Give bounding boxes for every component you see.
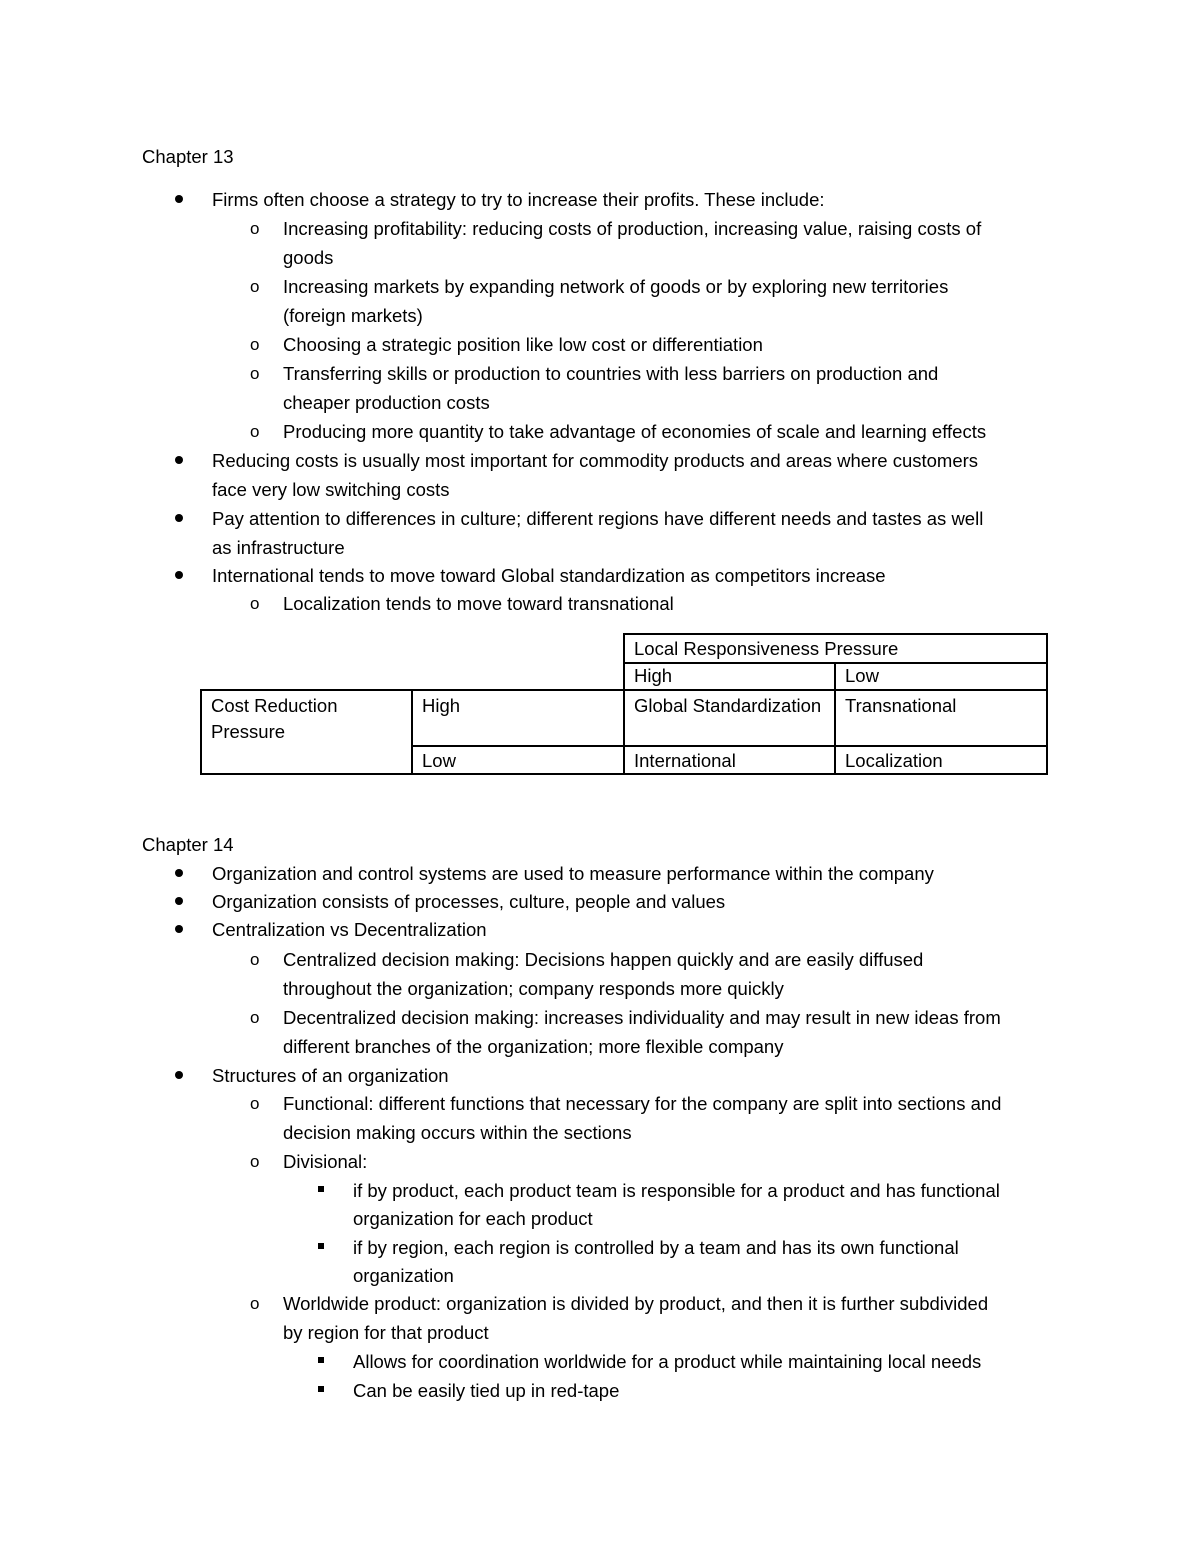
list-item-continued: as infrastructure [212, 537, 345, 558]
square-bullet-icon [318, 1386, 324, 1392]
bullet-icon [175, 514, 183, 522]
chapter-14-heading: Chapter 14 [142, 834, 234, 855]
table-cell: International [634, 750, 736, 771]
circle-bullet-icon: o [250, 1152, 260, 1171]
sub-sub-list-item: if by product, each product team is responsible for a product and has functional [353, 1180, 1000, 1201]
list-item: Centralization vs Decentralization [212, 919, 487, 940]
bullet-icon [175, 897, 183, 905]
circle-bullet-icon: o [250, 1094, 260, 1113]
bullet-icon [175, 1071, 183, 1079]
circle-bullet-icon: o [250, 1294, 260, 1313]
table-cell: Global Standardization [634, 695, 822, 716]
list-item: International tends to move toward Global standardization as competitors increase [212, 565, 886, 586]
sub-list-item: Decentralized decision making: increases individuality and may result in new ideas from [283, 1007, 1001, 1028]
list-item: Organization consists of processes, culture, people and values [212, 891, 726, 912]
column-group-header: Local Responsiveness Pressure [634, 638, 899, 659]
sub-sub-list-item-continued: organization for each product [353, 1208, 593, 1229]
sub-list-item: Choosing a strategic position like low cost or differentiation [283, 334, 763, 355]
circle-bullet-icon: o [250, 219, 260, 238]
chapter-13-heading: Chapter 13 [142, 146, 234, 167]
row-header-high: High [422, 695, 461, 716]
sub-list-item: Worldwide product: organization is divided by product, and then it is further subdivided [283, 1293, 989, 1314]
sub-list-item: Centralized decision making: Decisions happen quickly and are easily diffused [283, 949, 924, 970]
bullet-icon [175, 456, 183, 464]
sub-list-item-continued: different branches of the organization; more flexible company [283, 1036, 784, 1057]
sub-list-item: Increasing markets by expanding network of goods or by exploring new territories [283, 276, 949, 297]
circle-bullet-icon: o [250, 364, 260, 383]
circle-bullet-icon: o [250, 277, 260, 296]
column-header-high: High [634, 665, 673, 686]
sub-list-item-continued: goods [283, 247, 334, 268]
sub-list-item: Divisional: [283, 1151, 368, 1172]
square-bullet-icon [318, 1243, 324, 1249]
list-item: Structures of an organization [212, 1065, 449, 1086]
list-item: Firms often choose a strategy to try to increase their profits. These include: [212, 189, 825, 210]
sub-sub-list-item-continued: organization [353, 1265, 454, 1286]
sub-sub-list-item: if by region, each region is controlled by a team and has its own functional [353, 1237, 959, 1258]
row-group-header: Cost Reduction Pressure [211, 695, 338, 742]
list-item: Pay attention to differences in culture; different regions have different needs and tastes as well [212, 508, 984, 529]
square-bullet-icon [318, 1357, 324, 1363]
bullet-icon [175, 869, 183, 877]
sub-list-item-continued: (foreign markets) [283, 305, 423, 326]
sub-list-item: Producing more quantity to take advantage of economies of scale and learning effects [283, 421, 987, 442]
circle-bullet-icon: o [250, 1008, 260, 1027]
sub-sub-list-item: Can be easily tied up in red-tape [353, 1380, 620, 1401]
strategy-matrix-table [200, 633, 1048, 775]
circle-bullet-icon: o [250, 422, 260, 441]
sub-list-item: Localization tends to move toward transnational [283, 593, 674, 614]
circle-bullet-icon: o [250, 950, 260, 969]
table-cell: Localization [845, 750, 943, 771]
row-header-low: Low [422, 750, 456, 771]
sub-list-item-continued: by region for that product [283, 1322, 489, 1343]
bullet-icon [175, 925, 183, 933]
table-cell: Transnational [845, 695, 957, 716]
circle-bullet-icon: o [250, 335, 260, 354]
square-bullet-icon [318, 1186, 324, 1192]
list-item-continued: face very low switching costs [212, 479, 450, 500]
sub-list-item: Transferring skills or production to countries with less barriers on production and [283, 363, 939, 384]
list-item: Reducing costs is usually most important for commodity products and areas where customers [212, 450, 979, 471]
list-item: Organization and control systems are used to measure performance within the company [212, 863, 934, 884]
sub-list-item: Increasing profitability: reducing costs of production, increasing value, raising costs of [283, 218, 982, 239]
sub-list-item: Functional: different functions that necessary for the company are split into sections and [283, 1093, 1002, 1114]
sub-list-item-continued: decision making occurs within the sections [283, 1122, 632, 1143]
column-header-low: Low [845, 665, 879, 686]
sub-list-item-continued: cheaper production costs [283, 392, 490, 413]
sub-list-item-continued: throughout the organization; company responds more quickly [283, 978, 784, 999]
bullet-icon [175, 571, 183, 579]
sub-sub-list-item: Allows for coordination worldwide for a product while maintaining local needs [353, 1351, 982, 1372]
circle-bullet-icon: o [250, 594, 260, 613]
bullet-icon [175, 195, 183, 203]
